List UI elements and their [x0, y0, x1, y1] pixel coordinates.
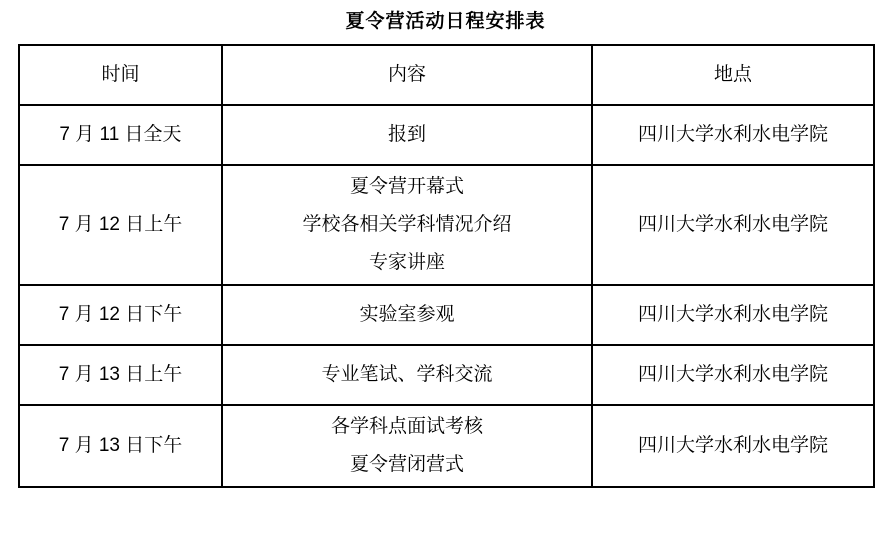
table-row [19, 345, 874, 405]
cell-place: 四川大学水利水电学院 [592, 105, 874, 165]
schedule-table [18, 44, 875, 488]
cell-content [222, 405, 592, 487]
table-row [19, 105, 874, 165]
content-line: 夏令营闭营式 [349, 454, 464, 475]
cell-place: 四川大学水利水电学院 [592, 285, 874, 345]
table-row [19, 405, 874, 487]
cell-content [222, 345, 592, 405]
content-line: 各学科点面试考核 [330, 416, 483, 437]
content-line: 专业笔试、学科交流 [321, 364, 493, 385]
cell-place: 四川大学水利水电学院 [592, 165, 874, 285]
page-title: 夏令营活动日程安排表 [345, 11, 546, 32]
cell-content [222, 165, 592, 285]
cell-place: 四川大学水利水电学院 [592, 345, 874, 405]
cell-time: 7 月 12 日下午 [19, 285, 222, 345]
table-header-row [19, 45, 874, 105]
column-header-time: 时间 [19, 45, 222, 105]
cell-time: 7 月 13 日下午 [19, 405, 222, 487]
schedule-table-wrapper [0, 44, 891, 488]
cell-time: 7 月 13 日上午 [19, 345, 222, 405]
content-line: 报到 [387, 124, 426, 145]
content-line: 实验室参观 [359, 304, 455, 325]
cell-content [222, 285, 592, 345]
column-header-place: 地点 [592, 45, 874, 105]
content-line: 学校各相关学科情况介绍 [302, 214, 512, 235]
cell-place: 四川大学水利水电学院 [592, 405, 874, 487]
cell-time: 7 月 11 日全天 [19, 105, 222, 165]
content-line: 专家讲座 [368, 252, 445, 273]
cell-content [222, 105, 592, 165]
content-line: 夏令营开幕式 [349, 176, 464, 197]
table-row [19, 285, 874, 345]
table-row [19, 165, 874, 285]
column-header-content: 内容 [222, 45, 592, 105]
cell-time: 7 月 12 日上午 [19, 165, 222, 285]
